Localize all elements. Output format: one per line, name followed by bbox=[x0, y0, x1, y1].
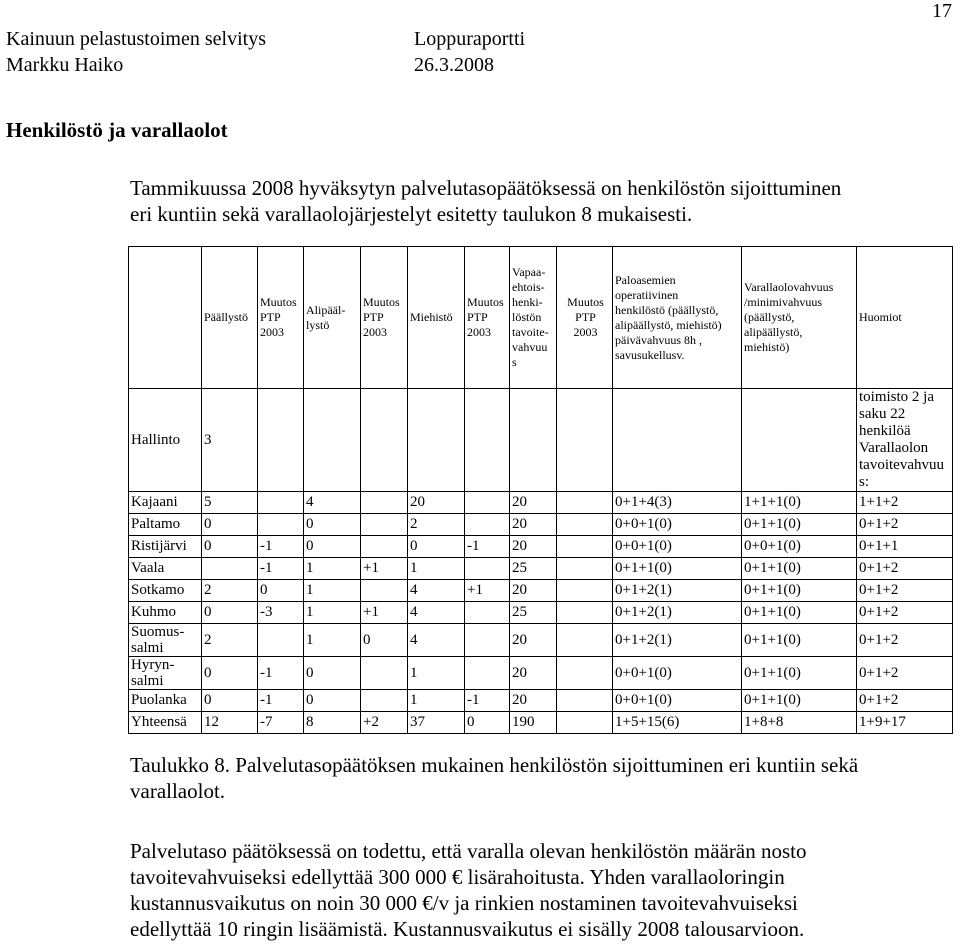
row-label: Ristijärvi bbox=[129, 536, 202, 558]
table-cell: 0+1+1(0) bbox=[742, 558, 857, 580]
table-cell: 0+0+1(0) bbox=[613, 690, 742, 712]
header-cell-2: Muutos PTP 2003 bbox=[258, 247, 304, 389]
table-cell: 1+5+15(6) bbox=[613, 712, 742, 734]
header-cell-4: Muutos PTP 2003 bbox=[361, 247, 408, 389]
table-cell: 1 bbox=[408, 690, 465, 712]
table-cell: 1+8+8 bbox=[742, 712, 857, 734]
table-cell: 1 bbox=[408, 657, 465, 690]
table-cell bbox=[258, 514, 304, 536]
table-cell bbox=[408, 389, 465, 492]
header-author: Markku Haiko bbox=[6, 54, 124, 76]
table-cell bbox=[361, 690, 408, 712]
table-cell: 0+1+1(0) bbox=[742, 580, 857, 602]
intro-line-1: Tammikuussa 2008 hyväksytyn palvelutasopäätöksessä on henkilöstön sijoittuminen bbox=[130, 176, 842, 200]
table-row bbox=[129, 580, 953, 602]
table-cell bbox=[510, 389, 557, 492]
table-cell: 0 bbox=[202, 690, 258, 712]
table-cell: -1 bbox=[258, 558, 304, 580]
table-cell: 4 bbox=[304, 492, 361, 514]
table-cell bbox=[361, 657, 408, 690]
table-cell bbox=[557, 514, 613, 536]
table-cell bbox=[557, 690, 613, 712]
table-cell bbox=[465, 602, 510, 624]
table-cell: 190 bbox=[510, 712, 557, 734]
header-org: Kainuun pelastustoimen selvitys bbox=[6, 28, 266, 50]
header-date: 26.3.2008 bbox=[414, 54, 494, 76]
table-cell: 1 bbox=[304, 558, 361, 580]
table-cell: 0 bbox=[304, 514, 361, 536]
intro-paragraph bbox=[130, 175, 841, 227]
table-cell bbox=[557, 492, 613, 514]
table-cell: 20 bbox=[408, 492, 465, 514]
table-cell: +1 bbox=[465, 580, 510, 602]
table-cell: 20 bbox=[510, 580, 557, 602]
header-cell-11: Huomiot bbox=[857, 247, 953, 389]
table-cell: -1 bbox=[465, 536, 510, 558]
table-cell: toimisto 2 ja saku 22 henkilöä Varallaolon tavoitevahvuu s: bbox=[857, 389, 953, 492]
table-cell: 4 bbox=[408, 624, 465, 657]
intro-line-2: eri kuntiin sekä varallaolojärjestelyt esitetty taulukon 8 mukaisesti. bbox=[130, 202, 693, 226]
table-cell: 0+1+2(1) bbox=[613, 602, 742, 624]
table-cell: 0+1+1(0) bbox=[742, 657, 857, 690]
table-cell: 1+1+2 bbox=[857, 492, 953, 514]
table-cell bbox=[258, 492, 304, 514]
table-cell bbox=[557, 580, 613, 602]
row-label: Kuhmo bbox=[129, 602, 202, 624]
table-cell bbox=[557, 536, 613, 558]
header-cell-6: Muutos PTP 2003 bbox=[465, 247, 510, 389]
table-header-row bbox=[129, 247, 953, 389]
table-cell: 1 bbox=[304, 580, 361, 602]
table-row bbox=[129, 389, 953, 492]
table-cell bbox=[465, 657, 510, 690]
table-cell: 20 bbox=[510, 492, 557, 514]
table-cell bbox=[465, 624, 510, 657]
table-cell: 0 bbox=[202, 514, 258, 536]
header-cell-5: Miehistö bbox=[408, 247, 465, 389]
table-cell: 0+1+1(0) bbox=[613, 558, 742, 580]
row-label: Vaala bbox=[129, 558, 202, 580]
table-cell: 0+0+1(0) bbox=[613, 536, 742, 558]
table-cell: 0+1+1(0) bbox=[742, 602, 857, 624]
row-label: Hyryn- salmi bbox=[129, 657, 202, 690]
staffing-table bbox=[128, 246, 953, 734]
table-cell: 1 bbox=[304, 602, 361, 624]
table-row bbox=[129, 624, 953, 657]
table-cell: 3 bbox=[202, 389, 258, 492]
table-cell: 20 bbox=[510, 657, 557, 690]
table-cell bbox=[742, 389, 857, 492]
row-label: Hallinto bbox=[129, 389, 202, 492]
table-caption bbox=[130, 752, 858, 804]
table-cell: 0+1+1 bbox=[857, 536, 953, 558]
table-cell: -7 bbox=[258, 712, 304, 734]
table-row bbox=[129, 602, 953, 624]
table-cell: 5 bbox=[202, 492, 258, 514]
table-cell: -1 bbox=[258, 690, 304, 712]
header-cell-3: Alipääl- lystö bbox=[304, 247, 361, 389]
table-cell bbox=[613, 389, 742, 492]
header-report: Loppuraportti bbox=[414, 28, 526, 50]
table-cell: 0 bbox=[202, 536, 258, 558]
table-cell: 0+1+1(0) bbox=[742, 690, 857, 712]
table-cell: 20 bbox=[510, 690, 557, 712]
table-row bbox=[129, 492, 953, 514]
table-cell: 0 bbox=[361, 624, 408, 657]
table-cell bbox=[361, 536, 408, 558]
table-cell: 2 bbox=[202, 580, 258, 602]
table-cell bbox=[465, 389, 510, 492]
table-cell: +1 bbox=[361, 602, 408, 624]
row-label: Puolanka bbox=[129, 690, 202, 712]
closing-line-3: kustannusvaikutus on noin 30 000 €/v ja rinkien nostaminen tavoitevahvuiseksi bbox=[130, 891, 798, 915]
table-cell: 1+1+1(0) bbox=[742, 492, 857, 514]
section-heading: Henkilöstö ja varallaolot bbox=[6, 118, 228, 142]
table-cell: 12 bbox=[202, 712, 258, 734]
table-row bbox=[129, 690, 953, 712]
table-cell bbox=[557, 657, 613, 690]
table-cell bbox=[557, 624, 613, 657]
table-row bbox=[129, 514, 953, 536]
table-cell: 0+1+2 bbox=[857, 690, 953, 712]
table-cell bbox=[361, 389, 408, 492]
table-cell: 0 bbox=[202, 657, 258, 690]
table-cell: 0+0+1(0) bbox=[742, 536, 857, 558]
table-cell: 1 bbox=[304, 624, 361, 657]
table-cell: 37 bbox=[408, 712, 465, 734]
table-cell: 0+1+2 bbox=[857, 657, 953, 690]
table-cell bbox=[202, 558, 258, 580]
table-cell bbox=[258, 389, 304, 492]
table-cell: 0 bbox=[465, 712, 510, 734]
row-label: Paltamo bbox=[129, 514, 202, 536]
table-cell bbox=[465, 492, 510, 514]
header-cell-8: Muutos PTP 2003 bbox=[557, 247, 613, 389]
table-cell: 4 bbox=[408, 580, 465, 602]
header-cell-9: Paloasemien operatiivinen henkilöstö (päällystö, alipäällystö, miehistö) päivävahvuus 8h , savusukellusv. bbox=[613, 247, 742, 389]
table-cell: 4 bbox=[408, 602, 465, 624]
table-cell bbox=[557, 389, 613, 492]
closing-line-1: Palvelutaso päätöksessä on todettu, että varalla olevan henkilöstön määrän nosto bbox=[130, 839, 807, 863]
table-cell: 0+1+1(0) bbox=[742, 624, 857, 657]
header-cell-0 bbox=[129, 247, 202, 389]
table-cell: 1+9+17 bbox=[857, 712, 953, 734]
table-cell: 20 bbox=[510, 536, 557, 558]
table-cell: 2 bbox=[202, 624, 258, 657]
table-cell: 0+1+2 bbox=[857, 602, 953, 624]
header-cell-10: Varallaolovahvuus /minimivahvuus (päällystö, alipäällystö, miehistö) bbox=[742, 247, 857, 389]
table-row bbox=[129, 536, 953, 558]
table-cell: 0 bbox=[304, 657, 361, 690]
table-body bbox=[129, 389, 953, 734]
caption-line-2: varallaolot. bbox=[130, 779, 226, 803]
table-cell: 8 bbox=[304, 712, 361, 734]
table-cell: 0 bbox=[202, 602, 258, 624]
table-row bbox=[129, 558, 953, 580]
caption-line-1: Taulukko 8. Palvelutasopäätöksen mukainen henkilöstön sijoittuminen eri kuntiin sekä bbox=[130, 753, 859, 777]
table-cell: 0 bbox=[304, 536, 361, 558]
table-cell: 0+1+1(0) bbox=[742, 514, 857, 536]
table-cell: +1 bbox=[361, 558, 408, 580]
table-cell bbox=[361, 580, 408, 602]
row-label: Kajaani bbox=[129, 492, 202, 514]
row-label: Yhteensä bbox=[129, 712, 202, 734]
header-cell-7: Vapaa- ehtois- henki- löstön tavoite- vahvuu s bbox=[510, 247, 557, 389]
table-row bbox=[129, 657, 953, 690]
table-cell: 0+1+2 bbox=[857, 580, 953, 602]
table-cell bbox=[304, 389, 361, 492]
table-cell bbox=[361, 492, 408, 514]
table-cell: -1 bbox=[258, 657, 304, 690]
table-cell: 0+1+4(3) bbox=[613, 492, 742, 514]
closing-line-4: edellyttää 10 ringin lisäämistä. Kustannusvaikutus ei sisälly 2008 talousarvioon. bbox=[130, 917, 805, 941]
table-cell: 25 bbox=[510, 602, 557, 624]
table-cell bbox=[465, 558, 510, 580]
table-cell bbox=[361, 514, 408, 536]
row-label: Suomus- salmi bbox=[129, 624, 202, 657]
table-cell: 0+0+1(0) bbox=[613, 514, 742, 536]
table-cell bbox=[557, 602, 613, 624]
table-cell: 2 bbox=[408, 514, 465, 536]
table-cell: 0+1+2(1) bbox=[613, 580, 742, 602]
header-cell-1: Päällystö bbox=[202, 247, 258, 389]
table-cell: -1 bbox=[465, 690, 510, 712]
table-cell bbox=[557, 558, 613, 580]
table-cell: 0+1+2 bbox=[857, 558, 953, 580]
table-cell: 20 bbox=[510, 514, 557, 536]
table-cell: 1 bbox=[408, 558, 465, 580]
table-cell: 0 bbox=[258, 580, 304, 602]
page-number: 17 bbox=[932, 0, 952, 22]
table-cell: 0+0+1(0) bbox=[613, 657, 742, 690]
table-cell: 0+1+2 bbox=[857, 624, 953, 657]
table-row bbox=[129, 712, 953, 734]
row-label: Sotkamo bbox=[129, 580, 202, 602]
table-cell bbox=[465, 514, 510, 536]
table-cell: 0 bbox=[408, 536, 465, 558]
table-cell: 20 bbox=[510, 624, 557, 657]
table-cell: 0+1+2 bbox=[857, 514, 953, 536]
table-cell: 25 bbox=[510, 558, 557, 580]
table-cell bbox=[258, 624, 304, 657]
table-cell: 0+1+2(1) bbox=[613, 624, 742, 657]
closing-line-2: tavoitevahvuiseksi edellyttää 300 000 € lisärahoitusta. Yhden varallaoloringin bbox=[130, 865, 785, 889]
table-cell: -3 bbox=[258, 602, 304, 624]
closing-paragraph bbox=[130, 838, 806, 942]
table-cell: 0 bbox=[304, 690, 361, 712]
table-cell: +2 bbox=[361, 712, 408, 734]
table-cell: -1 bbox=[258, 536, 304, 558]
table-cell bbox=[557, 712, 613, 734]
